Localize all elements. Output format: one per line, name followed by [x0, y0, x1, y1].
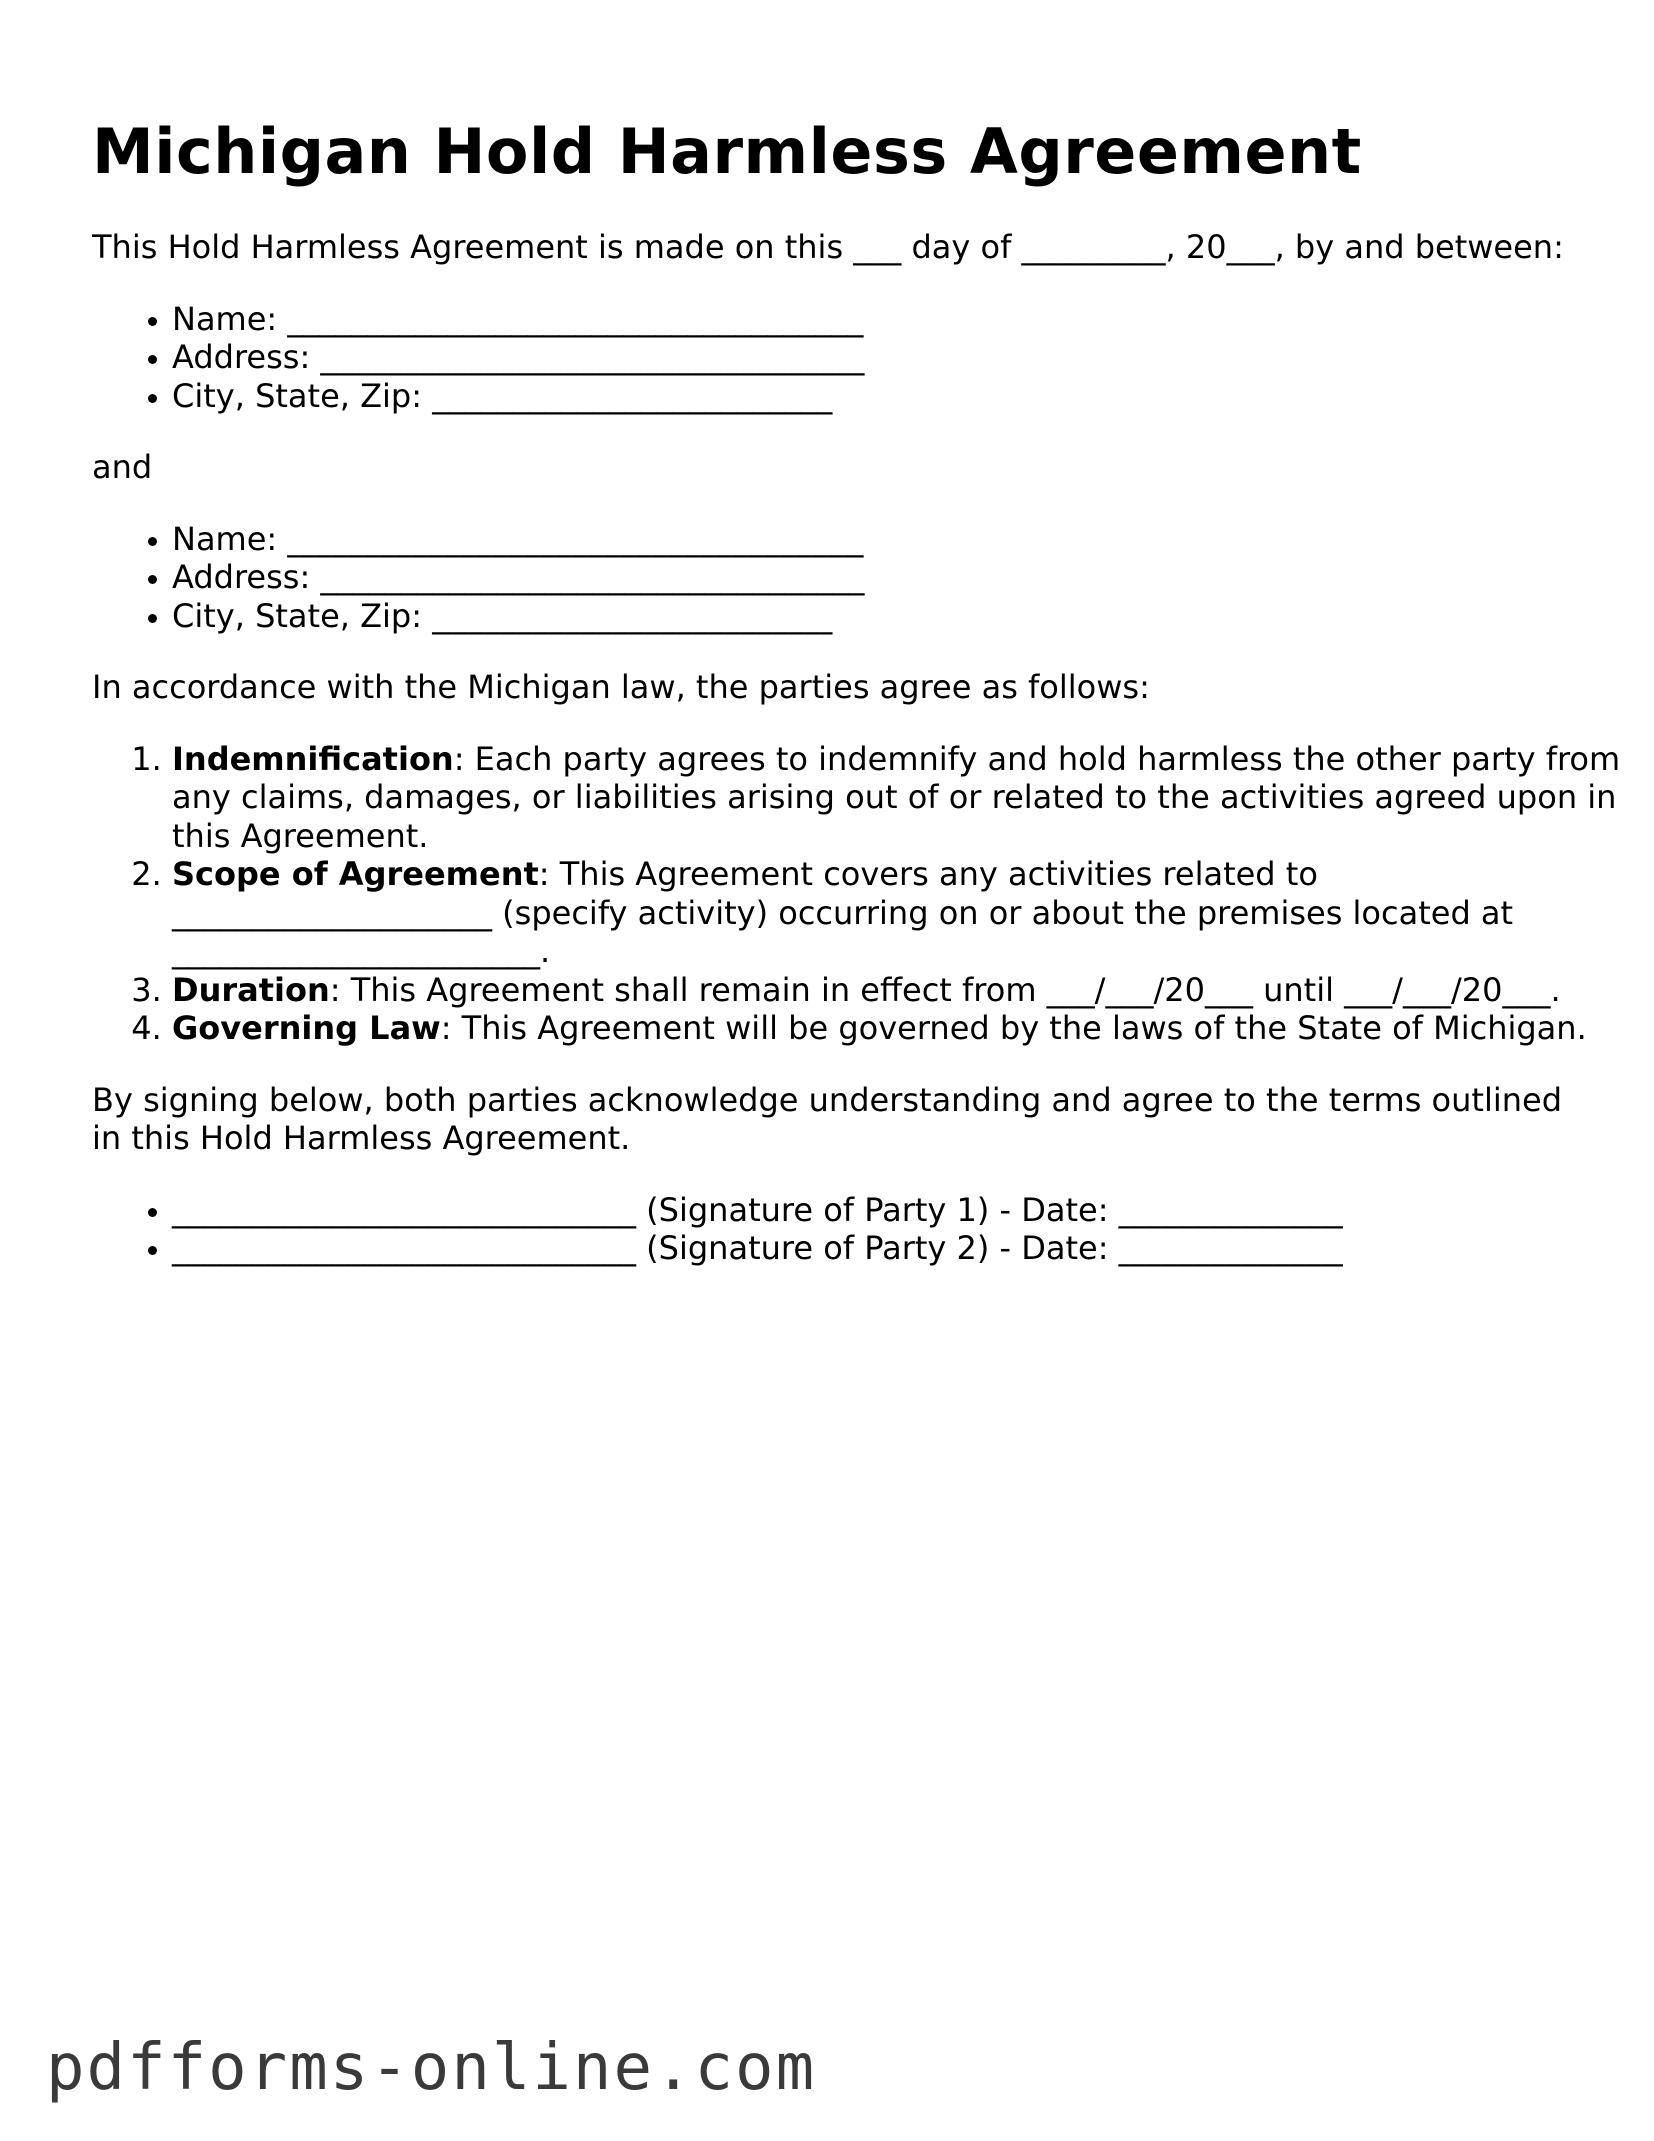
term-indemnification: [172, 740, 1652, 856]
signature-line-party-2: • _____________________________ (Signature of Party 2) - Date: ______________: [172, 1229, 1572, 1268]
party-1-list: [92, 300, 1572, 416]
term-duration: [172, 971, 1652, 1010]
party-2-list: [92, 520, 1572, 636]
closing-paragraph: By signing below, both parties acknowledge understanding and agree to the terms outlined in this Hold Harmless Agreement.: [92, 1080, 1563, 1157]
document-page: [92, 112, 1621, 1301]
term-scope: [172, 855, 1652, 971]
watermark: pdfforms-online.com: [46, 2031, 817, 2105]
term-heading: Indemnification: [172, 739, 454, 778]
party-2-city-state-zip-field: • City, State, Zip: _________________________: [172, 597, 1572, 636]
signature-line-party-1: • _____________________________ (Signature of Party 1) - Date: ______________: [172, 1191, 1572, 1230]
term-heading: Scope of Agreement: [172, 855, 539, 893]
term-text: : This Agreement shall remain in effect from ___/___/20___ until ___/___/20___.: [329, 970, 1561, 1009]
term-text: : This Agreement covers any activities related to ____________________ (specify activity) occurring on or about the premises located at _______________________.: [172, 855, 1514, 970]
signature-list: [92, 1191, 1572, 1268]
party-1-city-state-zip-field: • City, State, Zip: _________________________: [172, 377, 1572, 416]
intro-paragraph: This Hold Harmless Agreement is made on this ___ day of _________, 20___, by and between:: [92, 228, 1564, 266]
term-heading: Duration: [172, 970, 330, 1009]
party-1-address-field: • Address: __________________________________: [172, 338, 1572, 377]
terms-list: [92, 740, 1652, 1048]
party-2-name-field: • Name: ____________________________________: [172, 520, 1572, 559]
term-text: : This Agreement will be governed by the laws of the State of Michigan.: [440, 1009, 1587, 1047]
party-2-address-field: • Address: __________________________________: [172, 558, 1572, 597]
party-1-name-field: • Name: ____________________________________: [172, 300, 1572, 339]
and-separator: and: [92, 448, 153, 486]
term-heading: Governing Law: [172, 1009, 441, 1047]
accordance-paragraph: In accordance with the Michigan law, the parties agree as follows:: [92, 668, 1150, 706]
page-title: Michigan Hold Harmless Agreement: [92, 115, 1362, 188]
term-text: : Each party agrees to indemnify and hold harmless the other party from any claims, damages, or liabilities arising out of or related to the activities agreed upon in this Agreement.: [172, 739, 1621, 855]
term-governing-law: [172, 1009, 1652, 1048]
